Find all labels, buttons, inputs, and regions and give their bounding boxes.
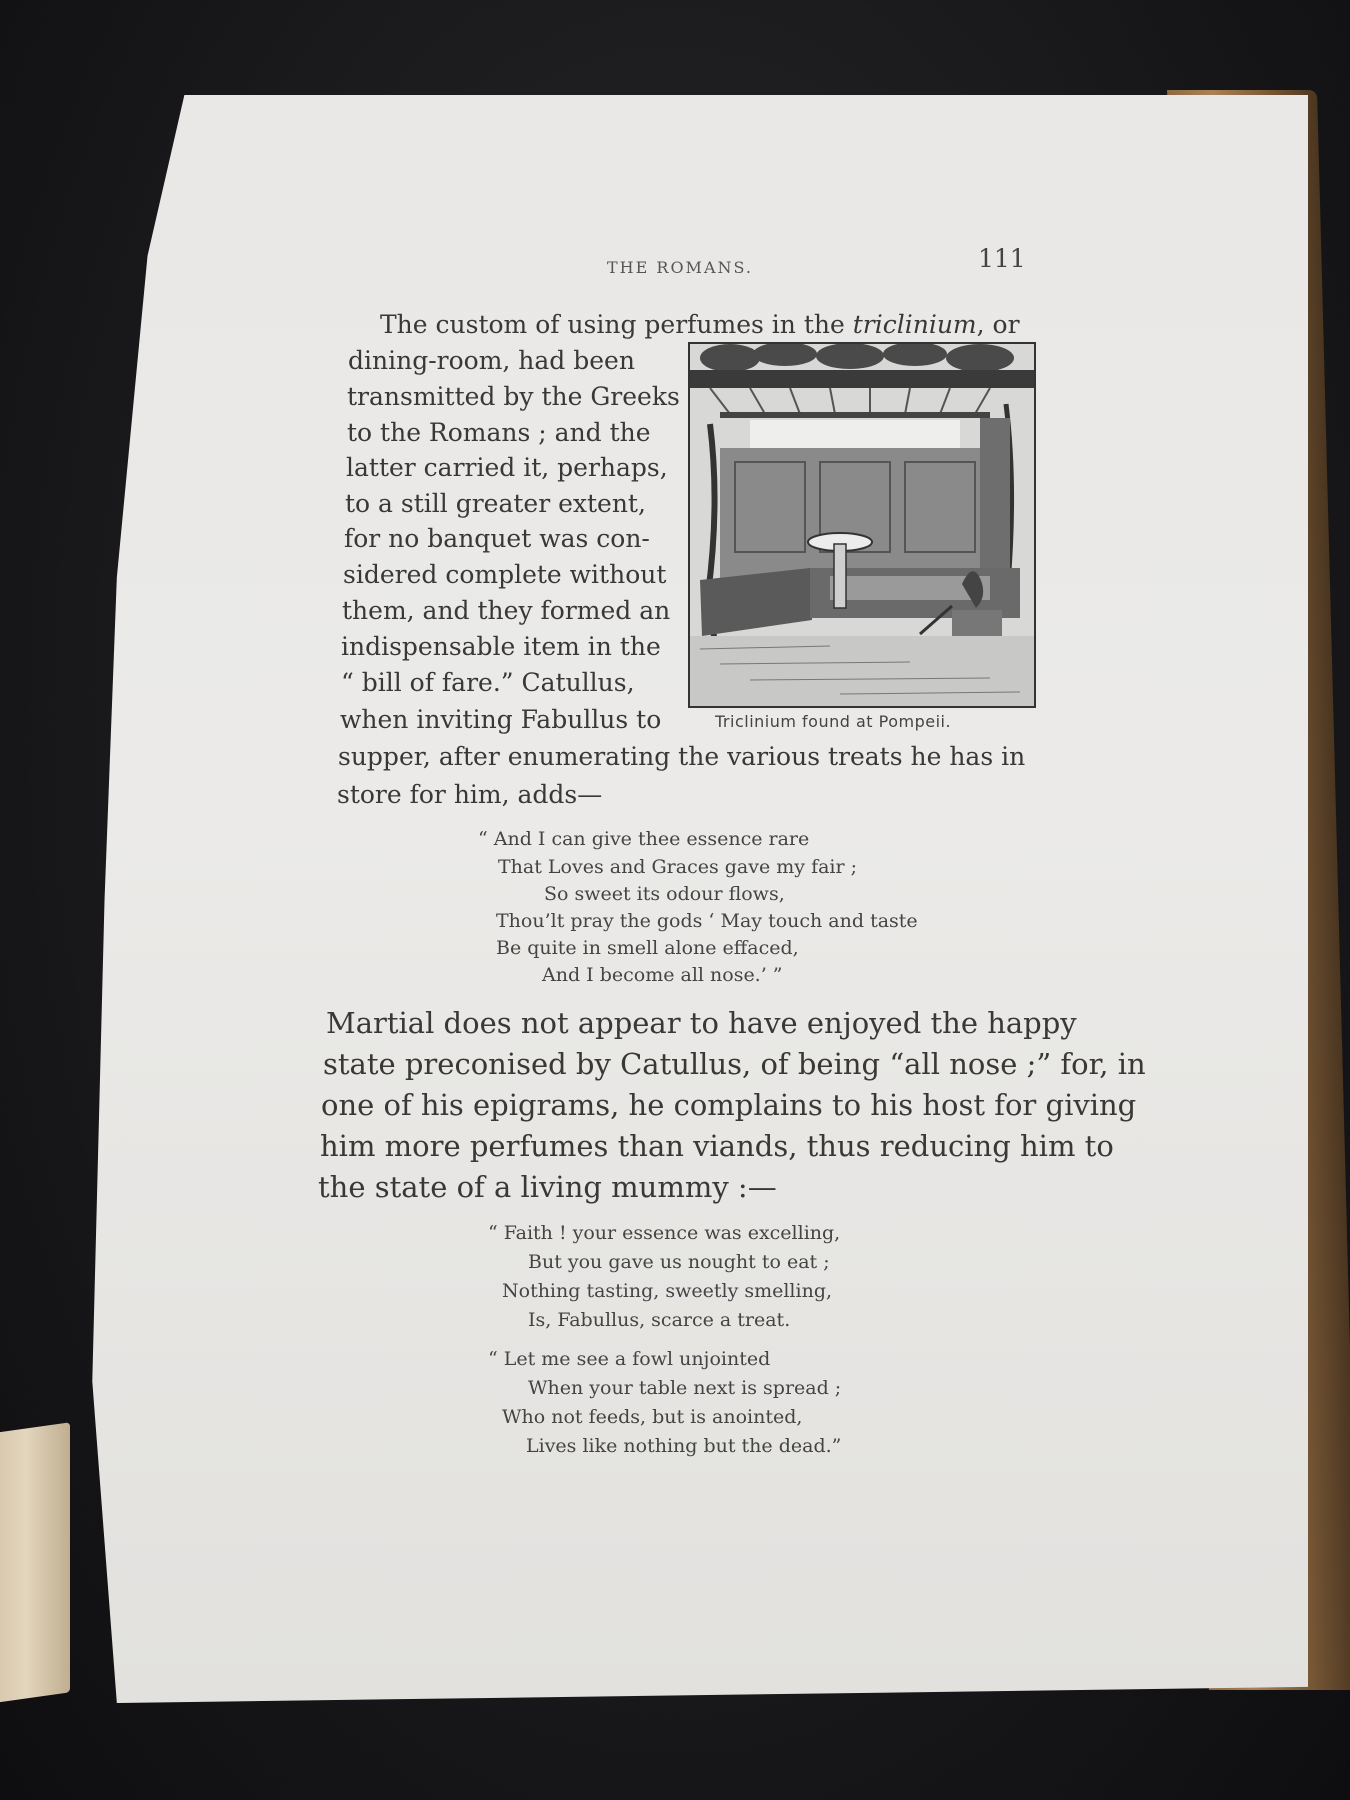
page-number: 111 — [978, 244, 1026, 273]
para1-wrap-line: “ bill of fare.” Catullus, — [341, 668, 635, 697]
verse3-line: Who not feeds, but is anointed, — [502, 1406, 803, 1428]
verse1-line: Be quite in smell alone effaced, — [496, 937, 799, 959]
para1-wrap-line: for no banquet was con- — [344, 524, 650, 553]
para1-wrap-line: sidered complete without — [343, 560, 667, 589]
para1-wrap-line: transmitted by the Greeks — [347, 382, 680, 411]
para1-wrap-line: to the Romans ; and the — [347, 418, 651, 447]
para1-line1-end: , or — [976, 310, 1020, 339]
triclinium-engraving — [690, 344, 1034, 706]
verse2-line: Is, Fabullus, scarce a treat. — [528, 1309, 791, 1331]
para2-line: Martial does not appear to have enjoyed the happy — [326, 1006, 1077, 1040]
triclinium-illustration — [688, 342, 1036, 708]
verse3-line: When your table next is spread ; — [528, 1377, 842, 1399]
para1-wrap-line: indispensable item in the — [341, 632, 661, 661]
verse2-line: But you gave us nought to eat ; — [528, 1251, 830, 1273]
para2-line: the state of a living mummy :— — [318, 1170, 777, 1204]
para1-wrap-line: to a still greater extent, — [345, 489, 646, 518]
para2-line: him more perfumes than viands, thus reducing him to — [320, 1129, 1114, 1163]
para1-full-line: supper, after enumerating the various treats he has in — [338, 742, 1026, 771]
verse1-line: “ And I can give thee essence rare — [478, 828, 810, 850]
para1-wrap-line: when inviting Fabullus to — [340, 705, 662, 734]
para1-wrap-line: latter carried it, perhaps, — [346, 453, 668, 482]
para1-full-line: store for him, adds— — [337, 780, 603, 809]
verse1-line: Thou’lt pray the gods ‘ May touch and taste — [496, 910, 918, 932]
verse1-line: And I become all nose.’ ” — [542, 964, 783, 986]
verse2-line: “ Faith ! your essence was excelling, — [488, 1222, 841, 1244]
verse1-line: That Loves and Graces gave my fair ; — [498, 856, 858, 878]
verse2-line: Nothing tasting, sweetly smelling, — [502, 1280, 833, 1302]
para1-line1 — [380, 310, 1020, 339]
para2-line: one of his epigrams, he complains to his host for giving — [321, 1088, 1137, 1122]
adjacent-book — [0, 1422, 70, 1707]
para2-line: state preconised by Catullus, of being “all nose ;” for, in — [323, 1047, 1146, 1081]
para1-line1-text: The custom of using perfumes in the — [380, 310, 853, 339]
para1-line1-italic: triclinium — [852, 310, 977, 339]
para1-wrap-line: dining-room, had been — [348, 346, 635, 375]
running-head: THE ROMANS. — [607, 258, 753, 277]
para1-wrap-line: them, and they formed an — [342, 596, 671, 625]
verse1-line: So sweet its odour flows, — [544, 883, 785, 905]
verse3-line: Lives like nothing but the dead.” — [526, 1435, 842, 1457]
verse3-line: “ Let me see a fowl unjointed — [488, 1348, 771, 1370]
figure-caption: Triclinium found at Pompeii. — [715, 712, 952, 731]
